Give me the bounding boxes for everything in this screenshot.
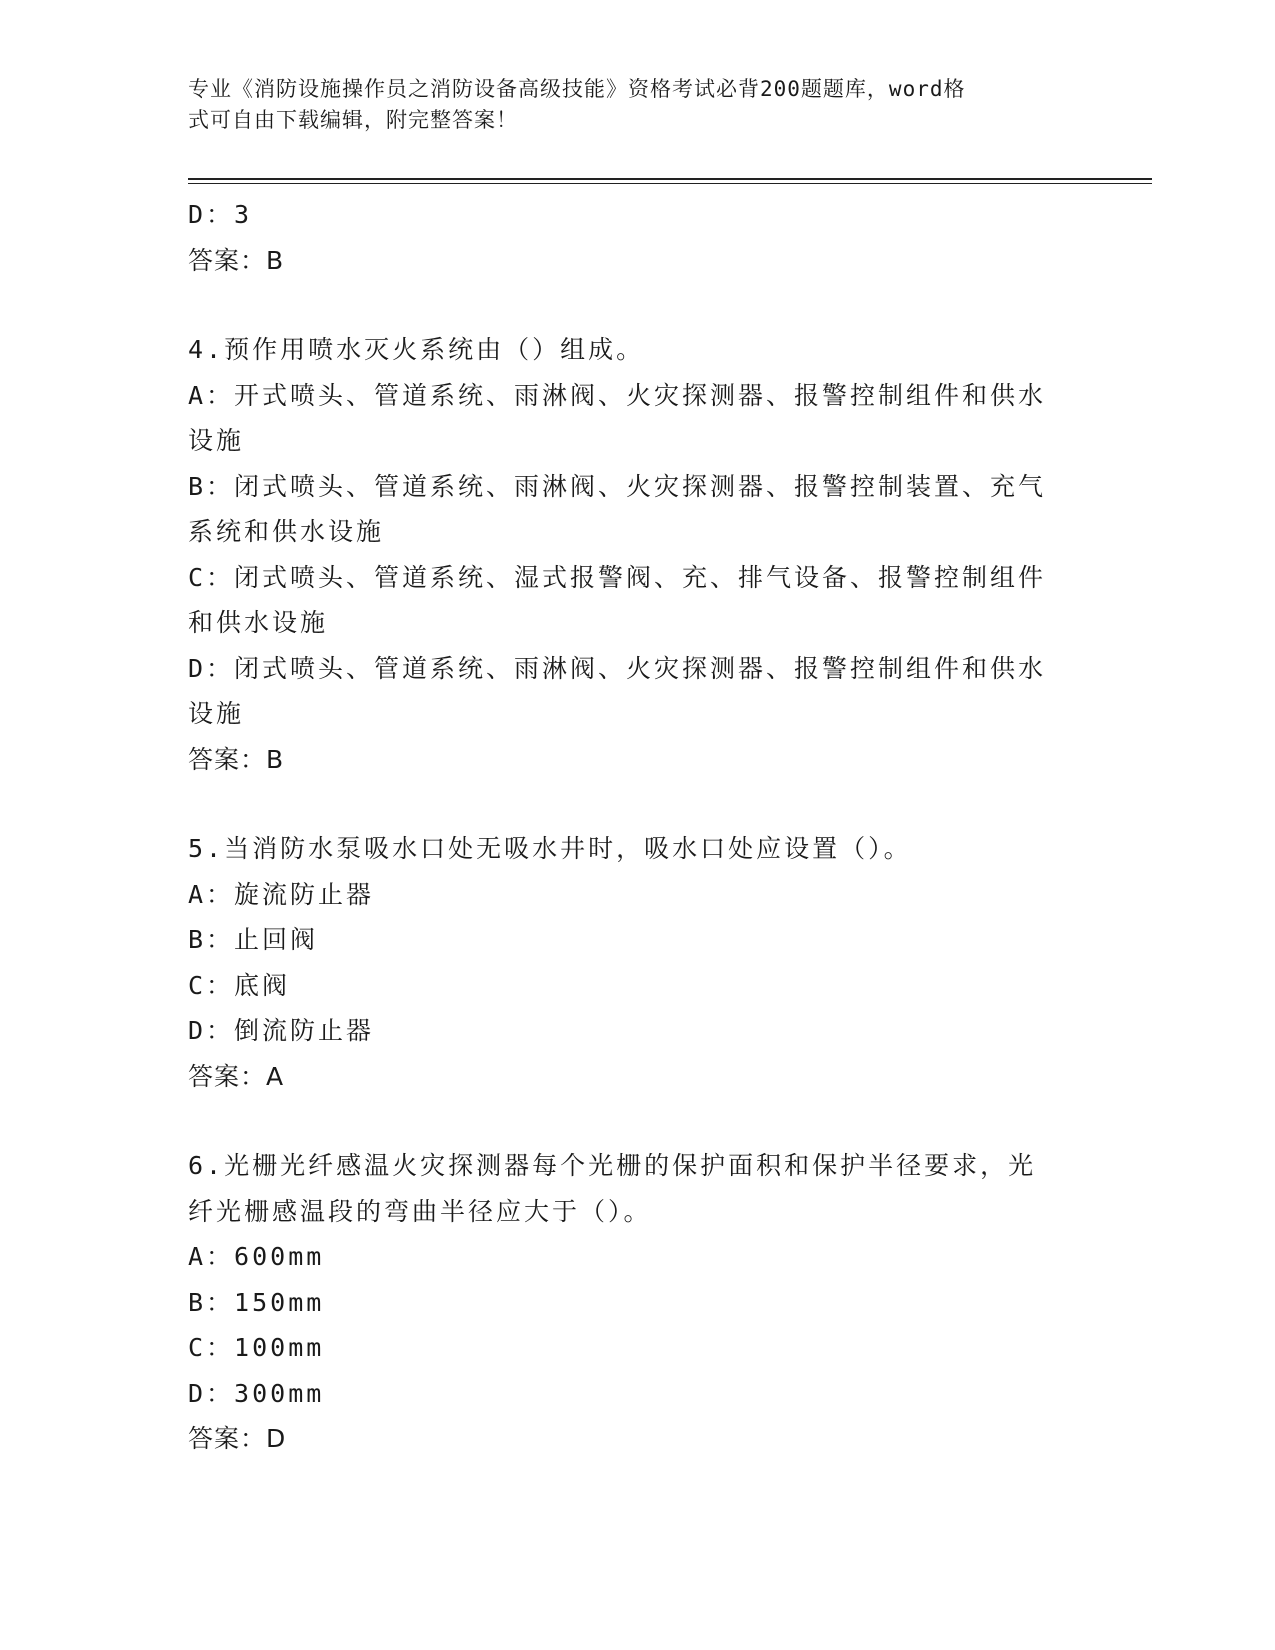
answer: 答案：A: [188, 1061, 285, 1091]
question-stem: 4.预作用喷水灭火系统由（）组成。: [188, 335, 645, 364]
answer: 答案：B: [188, 744, 285, 774]
option-c: C：100mm: [188, 1333, 325, 1362]
question-stem-line-2: 纤光栅感温段的弯曲半径应大于（）。: [188, 1196, 652, 1226]
header-line-1: 专业《消防设施操作员之消防设备高级技能》资格考试必背200题题库，word格: [188, 77, 966, 101]
option-d-line-1: D：闭式喷头、管道系统、雨淋阀、火灾探测器、报警控制组件和供水: [188, 653, 1047, 683]
question-content: [188, 192, 1088, 1462]
spacer: [188, 283, 1088, 327]
option-a: A：旋流防止器: [188, 879, 375, 909]
answer: 答案：D: [188, 1424, 287, 1453]
option-b-line-1: B：闭式喷头、管道系统、雨淋阀、火灾探测器、报警控制装置、充气: [188, 471, 1047, 501]
option-c-line-2: 和供水设施: [188, 608, 329, 637]
option-a-line-2: 设施: [188, 426, 245, 455]
option-a: A：600mm: [188, 1242, 325, 1271]
header-rule-thick: [188, 178, 1152, 180]
option-d: D：300mm: [188, 1378, 325, 1408]
option-d: D：倒流防止器: [188, 1016, 375, 1045]
option-b-line-2: 系统和供水设施: [188, 517, 385, 546]
document-header: [188, 74, 1068, 136]
prev-answer: 答案：B: [188, 245, 285, 275]
header-line-2: 式可自由下载编辑，附完整答案！: [188, 108, 518, 132]
spacer: [188, 782, 1088, 826]
option-a-line-1: A：开式喷头、管道系统、雨淋阀、火灾探测器、报警控制组件和供水: [188, 380, 1047, 410]
option-b: B：止回阀: [188, 925, 319, 954]
question-block-6: [188, 1143, 1088, 1462]
question-block-4: [188, 327, 1088, 782]
header-rule-thin: [188, 183, 1152, 184]
question-stem: 5.当消防水泵吸水口处无吸水井时，吸水口处应设置（）。: [188, 834, 912, 863]
option-c: C：底阀: [188, 970, 291, 1000]
prev-option-d: D：3: [188, 200, 253, 229]
option-b: B：150mm: [188, 1287, 325, 1317]
question-block-5: [188, 826, 1088, 1099]
option-c-line-1: C：闭式喷头、管道系统、湿式报警阀、充、排气设备、报警控制组件: [188, 562, 1047, 592]
option-d-line-2: 设施: [188, 699, 245, 728]
spacer: [188, 1099, 1088, 1143]
question-stem-line-1: 6.光栅光纤感温火灾探测器每个光栅的保护面积和保护半径要求，光: [188, 1151, 1037, 1180]
